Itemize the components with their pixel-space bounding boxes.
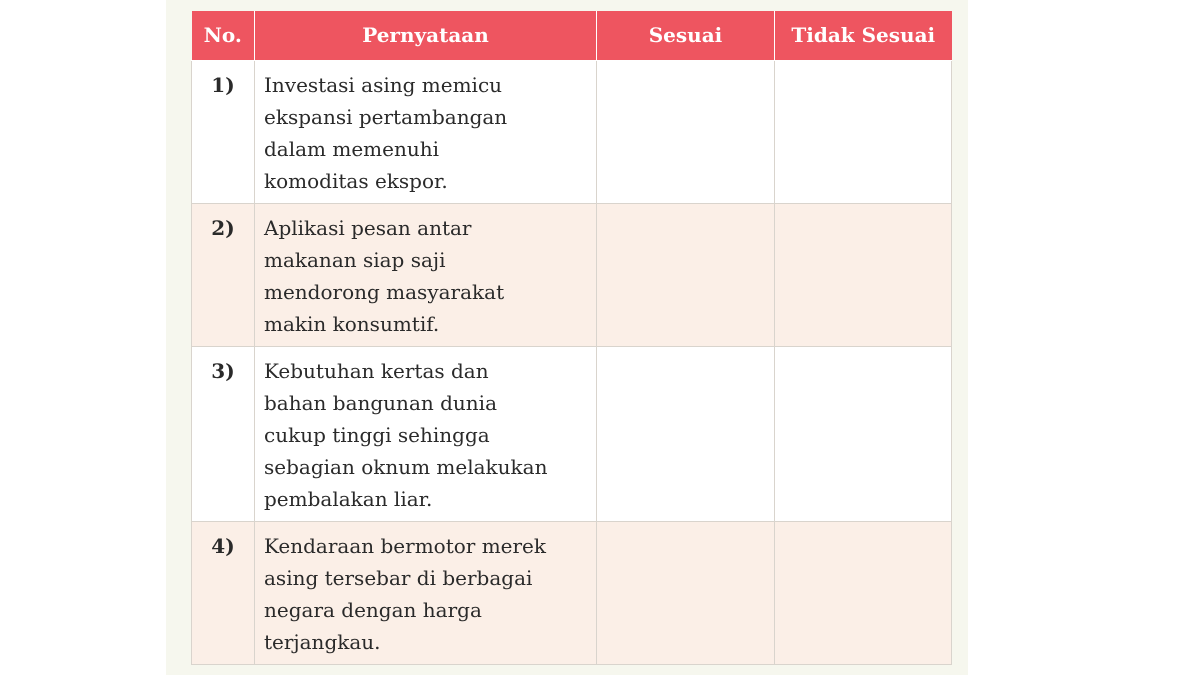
statement-cell <box>255 521 597 664</box>
statement-cell <box>255 60 597 203</box>
row-number: 4) <box>192 521 255 664</box>
no-match-cell[interactable] <box>775 203 952 346</box>
statement-line: komoditas ekspor. <box>264 168 448 193</box>
match-cell[interactable] <box>597 521 775 664</box>
statement-line: makanan siap saji <box>264 247 446 272</box>
table-row <box>192 60 952 203</box>
statement-line: bahan bangunan dunia <box>264 390 497 415</box>
table-row <box>192 203 952 346</box>
no-match-cell[interactable] <box>775 521 952 664</box>
statement-line: pembalakan liar. <box>264 486 433 511</box>
statement-line: dalam memenuhi <box>264 136 440 161</box>
statement-table <box>191 11 952 665</box>
table-row <box>192 521 952 664</box>
statement-line: asing tersebar di berbagai <box>264 565 533 590</box>
header-no-match: Tidak Sesuai <box>775 11 952 60</box>
table-header-row <box>192 11 952 60</box>
statement-line: negara dengan harga <box>264 597 482 622</box>
row-number: 3) <box>192 346 255 521</box>
statement-line: Kebutuhan kertas dan <box>264 358 489 383</box>
no-match-cell[interactable] <box>775 346 952 521</box>
statement-line: ekspansi pertambangan <box>264 104 508 129</box>
statement-cell <box>255 203 597 346</box>
statement-line: Aplikasi pesan antar <box>264 215 472 240</box>
row-number: 2) <box>192 203 255 346</box>
header-no: No. <box>192 11 255 60</box>
match-cell[interactable] <box>597 60 775 203</box>
match-cell[interactable] <box>597 203 775 346</box>
statement-line: cukup tinggi sehingga <box>264 422 490 447</box>
statement-cell <box>255 346 597 521</box>
table-row <box>192 346 952 521</box>
header-match: Sesuai <box>597 11 775 60</box>
header-statement: Pernyataan <box>255 11 597 60</box>
statement-line: terjangkau. <box>264 629 381 654</box>
statement-line: Kendaraan bermotor merek <box>264 533 547 558</box>
statement-line: mendorong masyarakat <box>264 279 505 304</box>
row-number: 1) <box>192 60 255 203</box>
match-cell[interactable] <box>597 346 775 521</box>
statement-line: sebagian oknum melakukan <box>264 454 548 479</box>
statement-line: Investasi asing memicu <box>264 72 503 97</box>
no-match-cell[interactable] <box>775 60 952 203</box>
statement-line: makin konsumtif. <box>264 311 440 336</box>
